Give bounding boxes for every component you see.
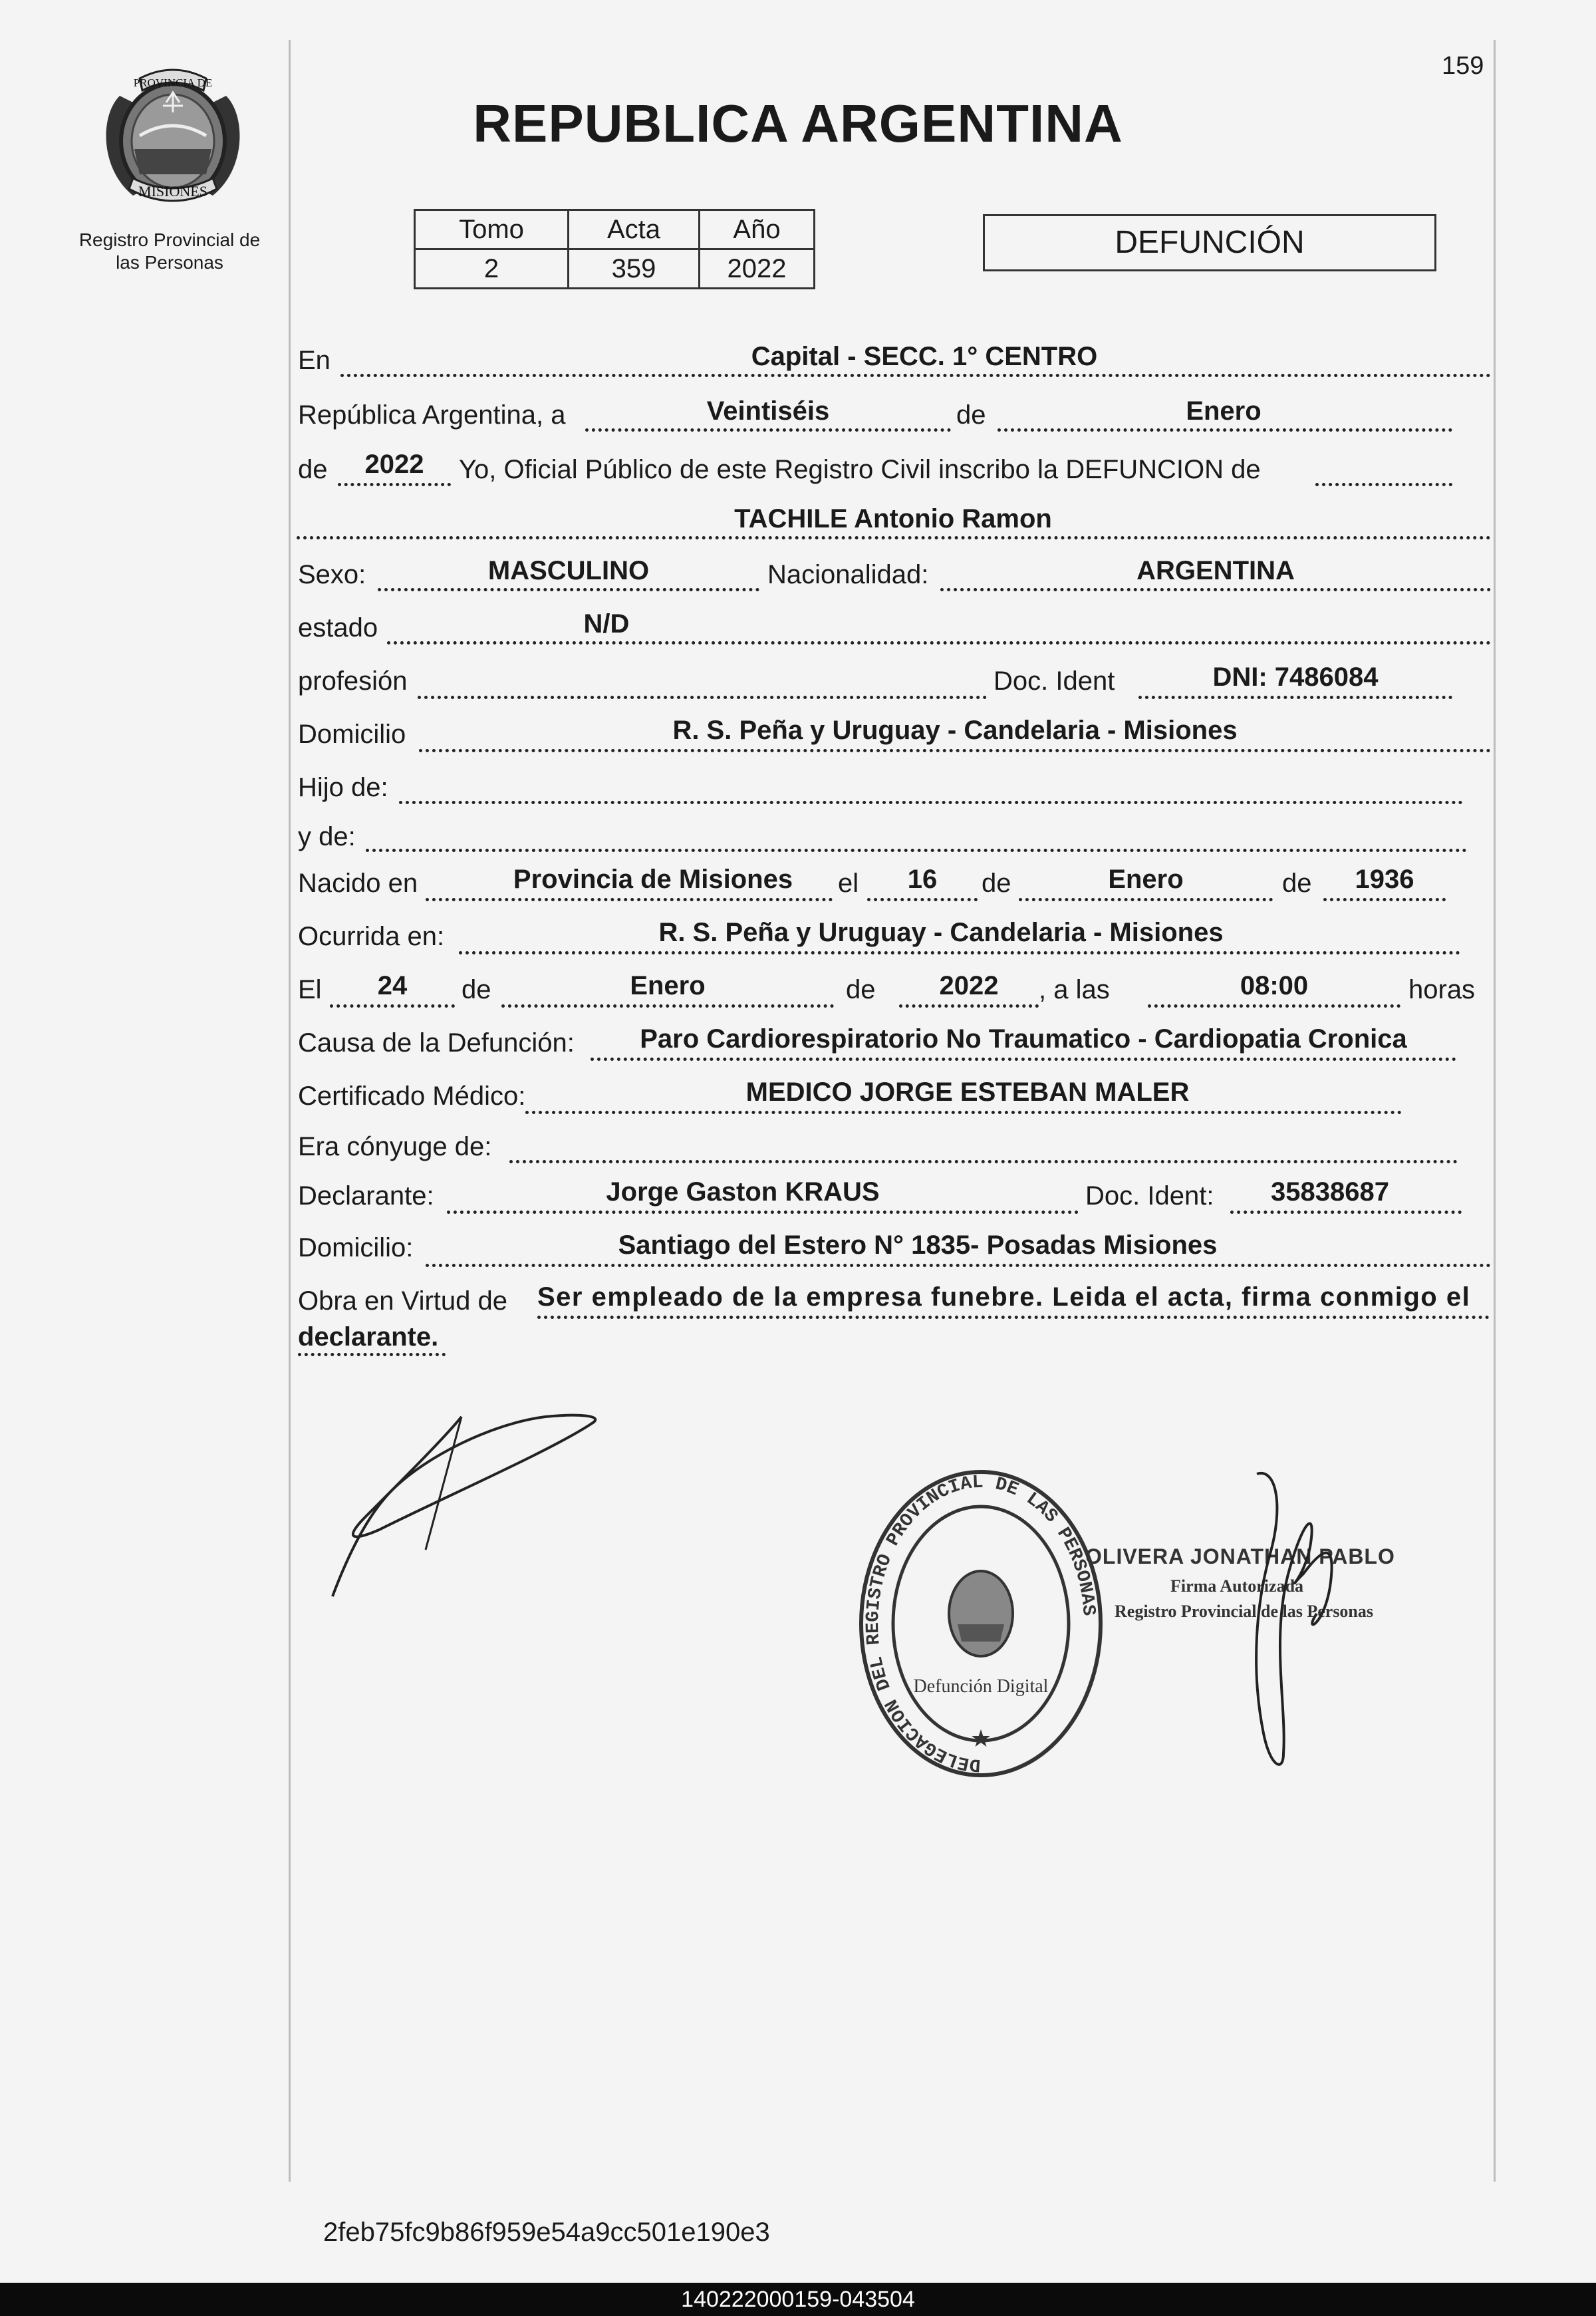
ocurrida-value: R. S. Peña y Uruguay - Candelaria - Misiones [658,918,1224,947]
doc-ident2-dotted-line [1230,1211,1462,1214]
def-hora: 08:00 [1240,971,1309,1000]
deceased-name: TACHILE Antonio Ramon [734,504,1052,533]
doc-ident-dotted-line [1138,696,1452,699]
certificado-value: MEDICO JORGE ESTEBAN MALER [745,1078,1190,1107]
hijo-dotted-line [399,801,1463,804]
ocurrida-label: Ocurrida en: [298,922,445,951]
profesion-dotted-line [418,696,987,699]
conyuge-label: Era cónyuge de: [298,1132,492,1161]
domicilio2-value: Santiago del Estero N° 1835- Posadas Misiones [618,1230,1218,1260]
obra-label: Obra en Virtud de [298,1286,508,1316]
doc-ident2-value: 35838687 [1271,1177,1389,1207]
logo-caption-line2: las Personas [116,252,223,273]
nacionalidad-label: Nacionalidad: [767,560,929,589]
oficial-dotted-line [1315,483,1452,486]
en-dotted-line [340,374,1491,377]
certificado-label: Certificado Médico: [298,1082,526,1111]
yde-dotted-line [366,849,1467,852]
nacido-mes: Enero [1108,865,1184,894]
official-stamp [858,1467,1104,1780]
anio-value: 2022 [700,249,815,289]
logo-caption-line1: Registro Provincial de [78,229,261,250]
ocurrida-dotted-line [459,951,1460,954]
official-office: Registro Provincial de las Personas [1115,1602,1374,1621]
en-label: En [298,346,331,375]
nacido-dia-dotted-line [867,898,978,901]
hijo-label: Hijo de: [298,773,388,802]
name-dotted-line [297,536,1491,539]
sexo-label: Sexo: [298,560,366,589]
domicilio2-label: Domicilio: [298,1233,414,1262]
nacido-mes-dotted-line [1019,898,1273,901]
page-number: 159 [1442,52,1484,80]
domicilio-label: Domicilio [298,720,406,749]
page-title: REPUBLICA ARGENTINA [473,94,1123,153]
tomo-value: 2 [415,249,569,289]
declarante-dotted-line [447,1211,1079,1214]
bottom-id-bar: 140222000159-043504 [0,2283,1596,2316]
declarant-signature [326,1397,605,1616]
declarante-value: Jorge Gaston KRAUS [606,1177,880,1207]
oficial-text: Yo, Oficial Público de este Registro Civil inscribo la DEFUNCION de [459,455,1261,484]
def-mes: Enero [630,971,706,1000]
nacido-label: Nacido en [298,869,418,898]
obra-value-line2: declarante. [298,1322,439,1352]
obra-value-line1: Ser empleado de la empresa funebre. Leida el acta, firma conmigo el [537,1282,1471,1312]
estado-value: N/D [583,609,630,639]
el-label: el [838,869,859,898]
de-label-5: de [462,975,491,1004]
acta-header: Acta [569,210,700,249]
official-signature [1237,1467,1357,1787]
register-table [414,209,815,289]
year-dotted-line [338,483,451,486]
acta-value: 359 [569,249,700,289]
sexo-dotted-line [378,588,759,591]
conyuge-dotted-line [509,1160,1458,1163]
doc-ident-label: Doc. Ident [994,666,1115,696]
anio-header: Año [700,210,815,249]
causa-dotted-line [591,1058,1456,1061]
de-label-1: de [956,400,986,430]
estado-label: estado [298,613,378,643]
domicilio-value: R. S. Peña y Uruguay - Candelaria - Misiones [672,716,1238,745]
doc-ident2-label: Doc. Ident: [1085,1181,1214,1211]
nacionalidad-value: ARGENTINA [1136,556,1295,585]
document-hash: 2feb75fc9b86f959e54a9cc501e190e3 [323,2218,770,2247]
record-type-box: DEFUNCIÓN [983,214,1436,271]
certificado-dotted-line [525,1111,1402,1114]
declarante-label: Declarante: [298,1181,434,1211]
def-dia-dotted-line [330,1004,455,1008]
nacido-lugar-dotted-line [426,898,833,901]
def-hora-dotted-line [1148,1004,1400,1008]
month-dotted-line [998,428,1452,432]
register-table-value-row [415,249,815,289]
def-anio: 2022 [939,971,999,1000]
yde-label: y de: [298,822,356,851]
nacido-dia: 16 [907,865,938,894]
year-value: 2022 [364,450,424,479]
def-anio-dotted-line [899,1004,1039,1008]
def-dia: 24 [377,971,408,1000]
left-margin-rule [289,40,291,2182]
logo-bottom-text: MISIONES [138,183,207,200]
month-value: Enero [1186,396,1262,426]
official-role: Firma Autorizada [1170,1576,1304,1596]
official-name: OLIVERA JONATHAN PABLO [1085,1544,1395,1568]
obra-dotted-line-1 [537,1316,1490,1319]
right-margin-rule [1494,40,1496,2182]
tomo-header: Tomo [415,210,569,249]
sexo-value: MASCULINO [487,556,650,585]
nacido-lugar: Provincia de Misiones [513,865,793,894]
svg-text:★: ★ [970,1725,992,1752]
stamp-ring-text: DELEGACION DEL REGISTRO PROVINCIAL DE LAS PERSONAS [863,1472,1099,1775]
register-table-header-row [415,210,815,249]
obra-dotted-line-2 [298,1353,446,1356]
nacido-anio: 1936 [1355,865,1414,894]
domicilio2-dotted-line [426,1264,1491,1267]
profesion-label: profesión [298,666,408,696]
def-mes-dotted-line [501,1004,834,1008]
logo-top-text: PROVINCIA DE [133,76,213,89]
de-label-6: de [846,975,876,1004]
day-dotted-line [585,428,951,432]
de-label-3: de [982,869,1011,898]
logo-caption [60,229,279,274]
nacido-anio-dotted-line [1323,898,1446,901]
domicilio-dotted-line [419,749,1491,752]
de-label-2: de [298,455,328,484]
day-value: Veintiséis [706,396,830,426]
causa-label: Causa de la Defunción: [298,1028,575,1058]
doc-ident-value: DNI: 7486084 [1212,662,1379,692]
horas-label: horas [1408,975,1476,1004]
en-value: Capital - SECC. 1° CENTRO [751,342,1098,371]
alas-label: , a las [1039,975,1110,1004]
republica-label: República Argentina, a [298,400,566,430]
El-label: El [298,975,322,1004]
causa-value: Paro Cardiorespiratorio No Traumatico - Cardiopatia Cronica [640,1024,1407,1054]
nacionalidad-dotted-line [940,588,1491,591]
estado-dotted-line [387,641,1491,645]
stamp-inner-text: Defunción Digital [913,1676,1049,1697]
de-label-4: de [1282,869,1312,898]
